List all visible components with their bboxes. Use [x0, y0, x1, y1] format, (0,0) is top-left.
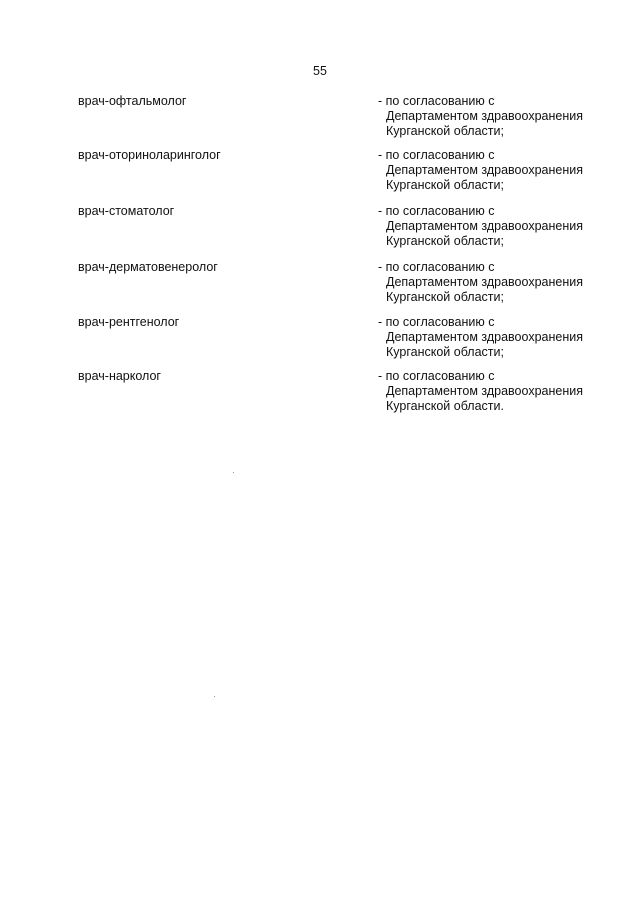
- approval-line: Департаментом здравоохранения: [386, 163, 583, 177]
- approval-note: [378, 369, 618, 414]
- approval-line: Курганской области;: [386, 124, 504, 138]
- approval-line: - по согласованию с: [378, 204, 495, 218]
- position-title: врач-рентгенолог: [78, 315, 180, 329]
- approval-line: Департаментом здравоохранения: [386, 384, 583, 398]
- approval-line: - по согласованию с: [378, 94, 495, 108]
- position-title: врач-офтальмолог: [78, 94, 187, 108]
- approval-line: Департаментом здравоохранения: [386, 109, 583, 123]
- approval-note: [378, 204, 618, 249]
- scan-speck: [214, 696, 215, 697]
- approval-note: [378, 315, 618, 360]
- approval-line: Курганской области.: [386, 399, 504, 413]
- approval-line: Департаментом здравоохранения: [386, 219, 583, 233]
- approval-line: Курганской области;: [386, 290, 504, 304]
- approval-line: - по согласованию с: [378, 315, 495, 329]
- approval-line: - по согласованию с: [378, 260, 495, 274]
- position-title: врач-стоматолог: [78, 204, 175, 218]
- approval-line: - по согласованию с: [378, 148, 495, 162]
- scan-speck: [233, 472, 234, 473]
- position-title: врач-нарколог: [78, 369, 161, 383]
- approval-note: [378, 260, 618, 305]
- approval-line: Департаментом здравоохранения: [386, 275, 583, 289]
- approval-line: - по согласованию с: [378, 369, 495, 383]
- page-number: 55: [313, 64, 327, 78]
- position-title: врач-дерматовенеролог: [78, 260, 218, 274]
- position-title: врач-оториноларинголог: [78, 148, 221, 162]
- approval-note: [378, 148, 618, 193]
- approval-line: Курганской области;: [386, 345, 504, 359]
- approval-note: [378, 94, 618, 139]
- approval-line: Курганской области;: [386, 234, 504, 248]
- approval-line: Курганской области;: [386, 178, 504, 192]
- approval-line: Департаментом здравоохранения: [386, 330, 583, 344]
